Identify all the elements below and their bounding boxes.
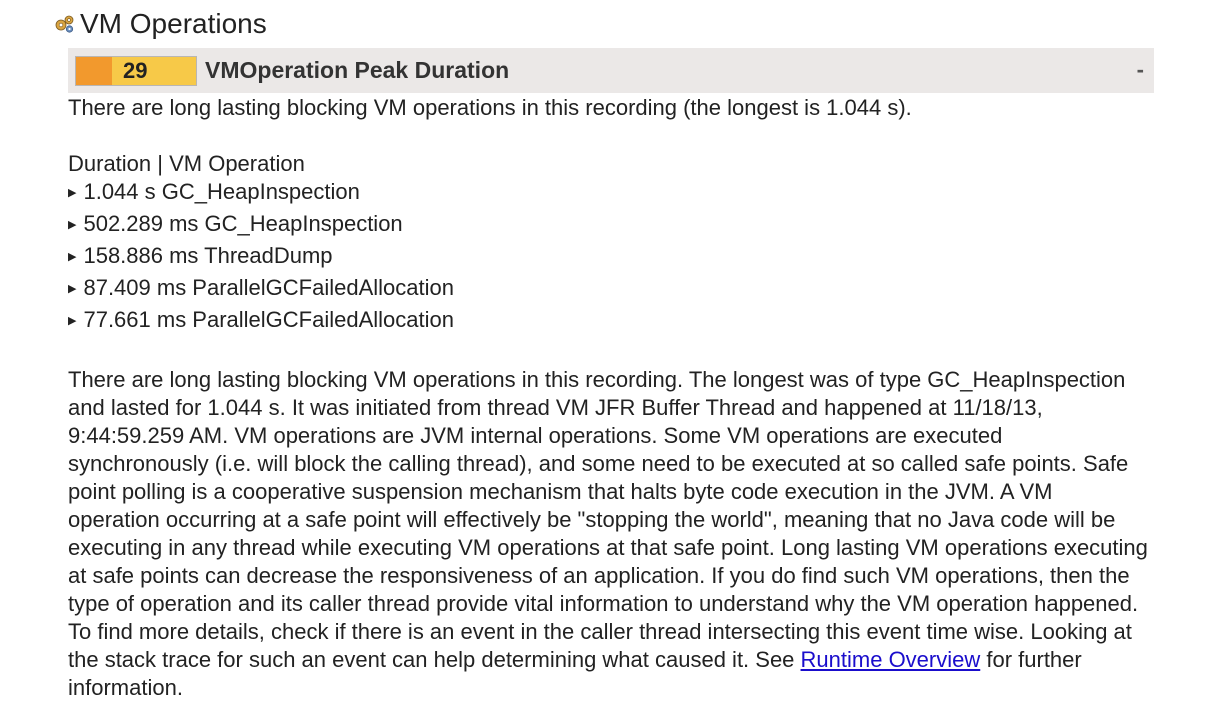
list-item <box>68 306 1148 338</box>
section-title: VM Operations <box>80 8 267 39</box>
operations-table-header: Duration | VM Operation <box>68 151 305 176</box>
bullet-triangle-icon: ▶ <box>68 283 77 295</box>
description-tail: for further information. <box>68 647 1082 700</box>
collapse-toggle[interactable]: - <box>1136 57 1144 82</box>
rule-summary: There are long lasting blocking VM operations in this recording (the longest is 1.044 s). <box>68 95 912 120</box>
operation-entry: 502.289 ms GC_HeapInspection <box>83 211 403 236</box>
gears-icon <box>54 13 76 35</box>
list-item <box>68 274 1148 306</box>
score-value: 29 <box>123 57 148 83</box>
bullet-triangle-icon: ▶ <box>68 251 77 263</box>
section-header <box>54 6 267 42</box>
bullet-triangle-icon: ▶ <box>68 187 77 199</box>
operations-list <box>68 178 1148 338</box>
rule-content <box>68 94 1148 702</box>
runtime-overview-link[interactable]: Runtime Overview <box>800 647 981 672</box>
list-item <box>68 178 1148 210</box>
operation-entry: 158.886 ms ThreadDump <box>83 243 333 268</box>
rule-description <box>68 366 1148 702</box>
rule-header-bar[interactable] <box>68 48 1154 93</box>
operation-entry: 87.409 ms ParallelGCFailedAllocation <box>83 275 454 300</box>
list-item <box>68 242 1148 274</box>
rule-name: VMOperation Peak Duration <box>205 57 510 83</box>
score-badge <box>75 56 197 86</box>
operation-entry: 77.661 ms ParallelGCFailedAllocation <box>83 307 454 332</box>
description-text: There are long lasting blocking VM operations in this recording. The longest was of type GC_HeapInspection and lasted for 1.044 s. It was initiated from thread VM JFR Buffer Thread and happened at 11/18/13, 9:44:59.259 AM. VM operations are JVM internal operations. Some VM operations are executed synchronously (i.e. will block the calling thread), and some need to be executed at so called safe points. Safe point polling is a cooperative suspension mechanism that halts byte code execution in the JVM. A VM operation occurring at a safe point will effectively be "stopping the world", meaning that no Java code will be executing in any thread while executing VM operations at that safe point. Long lasting VM operations executing at safe points can decrease the responsiveness of an application. If you do find such VM operations, then the type of operation and its caller thread provide vital information to understand why the VM operation happened. To find more details, check if there is an event in the caller thread intersecting this event time wise. Looking at the stack trace for such an event can help determining what caused it. See <box>68 367 1148 672</box>
score-fill-primary <box>76 57 112 85</box>
bullet-triangle-icon: ▶ <box>68 219 77 231</box>
bullet-triangle-icon: ▶ <box>68 315 77 327</box>
list-item <box>68 210 1148 242</box>
operation-entry: 1.044 s GC_HeapInspection <box>83 179 360 204</box>
